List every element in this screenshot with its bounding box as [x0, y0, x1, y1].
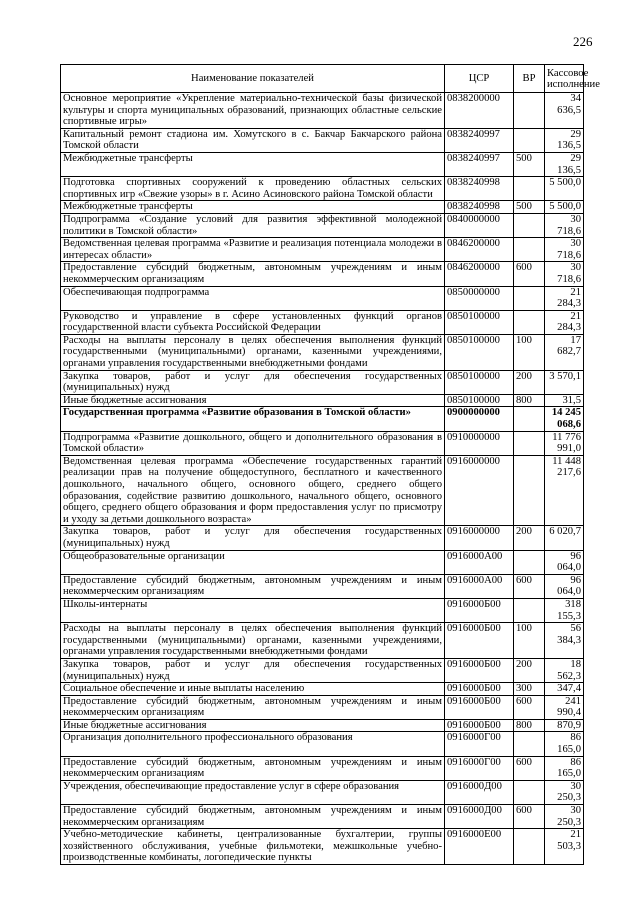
cell-vr — [514, 310, 545, 334]
cell-sum: 96 064,0 — [545, 550, 584, 574]
table-row — [61, 310, 584, 334]
cell-name: Предоставление субсидий бюджетным, автономным учреждениям и иным некоммерческим организациям — [61, 262, 445, 286]
cell-csr: 0900000000 — [445, 407, 514, 431]
cell-sum: 14 245 068,6 — [545, 407, 584, 431]
cell-csr: 0916000А00 — [445, 574, 514, 598]
table-row — [61, 732, 584, 756]
cell-vr — [514, 598, 545, 622]
cell-sum: 30 718,6 — [545, 262, 584, 286]
table-row — [61, 262, 584, 286]
cell-csr: 0916000Б00 — [445, 719, 514, 732]
cell-name: Организация дополнительного профессионального образования — [61, 732, 445, 756]
table-row — [61, 658, 584, 682]
cell-vr — [514, 238, 545, 262]
cell-vr: 200 — [514, 658, 545, 682]
table-row — [61, 370, 584, 394]
cell-csr: 0916000Б00 — [445, 598, 514, 622]
table-row — [61, 550, 584, 574]
cell-sum: 86 165,0 — [545, 732, 584, 756]
cell-csr: 0916000Е00 — [445, 829, 514, 865]
cell-name: Расходы на выплаты персоналу в целях обеспечения выполнения функций государственными (муниципальными) органами, казенными учреждениями, органами управления государственными внебюджетными фондами — [61, 623, 445, 659]
cell-sum: 86 165,0 — [545, 756, 584, 780]
cell-name: Подпрограмма «Создание условий для развития эффективной молодежной политики в Томской области» — [61, 213, 445, 237]
cell-name: Основное мероприятие «Укрепление материально-технической базы физической культуры и спорта муниципальных образований, признающих областные сельские спортивные игры» — [61, 93, 445, 129]
cell-name: Подпрограмма «Развитие дошкольного, общего и дополнительного образования в Томской области» — [61, 431, 445, 455]
table-row — [61, 683, 584, 696]
table-row — [61, 780, 584, 804]
cell-vr — [514, 829, 545, 865]
cell-sum: 30 718,6 — [545, 213, 584, 237]
cell-vr: 600 — [514, 695, 545, 719]
table-row — [61, 829, 584, 865]
cell-sum: 241 990,4 — [545, 695, 584, 719]
cell-sum: 34 636,5 — [545, 93, 584, 129]
table-row — [61, 719, 584, 732]
cell-name: Межбюджетные трансферты — [61, 152, 445, 176]
cell-name: Капитальный ремонт стадиона им. Хомутского в с. Бакчар Бакчарского района Томской области — [61, 128, 445, 152]
cell-name: Предоставление субсидий бюджетным, автономным учреждениям и иным некоммерческим организациям — [61, 574, 445, 598]
cell-vr — [514, 550, 545, 574]
cell-csr: 0916000Г00 — [445, 732, 514, 756]
cell-csr: 0916000Б00 — [445, 683, 514, 696]
cell-csr: 0916000Б00 — [445, 658, 514, 682]
table-row — [61, 407, 584, 431]
cell-name: Учреждения, обеспечивающие предоставление услуг в сфере образования — [61, 780, 445, 804]
cell-vr: 300 — [514, 683, 545, 696]
table-row — [61, 695, 584, 719]
cell-name: Ведомственная целевая программа «Развитие и реализация потенциала молодежи в интересах области» — [61, 238, 445, 262]
cell-csr: 0916000Б00 — [445, 623, 514, 659]
table-body — [61, 93, 584, 865]
cell-sum: 21 284,3 — [545, 310, 584, 334]
cell-vr: 200 — [514, 526, 545, 550]
cell-name: Руководство и управление в сфере установленных функций органов государственной власти субъекта Российской Федерации — [61, 310, 445, 334]
cell-sum: 18 562,3 — [545, 658, 584, 682]
cell-csr: 0916000000 — [445, 455, 514, 526]
cell-sum: 29 136,5 — [545, 152, 584, 176]
cell-vr: 600 — [514, 756, 545, 780]
cell-name: Обеспечивающая подпрограмма — [61, 286, 445, 310]
cell-csr: 0916000Д00 — [445, 780, 514, 804]
table-row — [61, 756, 584, 780]
cell-name: Предоставление субсидий бюджетным, автономным учреждениям и иным некоммерческим организациям — [61, 756, 445, 780]
cell-vr: 200 — [514, 370, 545, 394]
cell-name: Иные бюджетные ассигнования — [61, 394, 445, 407]
cell-csr: 0916000Г00 — [445, 756, 514, 780]
cell-csr: 0846200000 — [445, 262, 514, 286]
cell-sum: 30 250,3 — [545, 805, 584, 829]
cell-sum: 21 284,3 — [545, 286, 584, 310]
cell-vr — [514, 177, 545, 201]
cell-csr: 0838240997 — [445, 152, 514, 176]
cell-csr: 0916000А00 — [445, 550, 514, 574]
cell-sum: 96 064,0 — [545, 574, 584, 598]
table-row — [61, 455, 584, 526]
table-row — [61, 431, 584, 455]
cell-name: Предоставление субсидий бюджетным, автономным учреждениям и иным некоммерческим организациям — [61, 805, 445, 829]
cell-vr: 800 — [514, 394, 545, 407]
table-header-row — [61, 65, 584, 93]
cell-csr: 0850100000 — [445, 334, 514, 370]
table-row — [61, 334, 584, 370]
cell-csr: 0838200000 — [445, 93, 514, 129]
cell-vr: 600 — [514, 805, 545, 829]
cell-sum: 3 570,1 — [545, 370, 584, 394]
cell-sum: 56 384,3 — [545, 623, 584, 659]
table-row — [61, 623, 584, 659]
table-row — [61, 526, 584, 550]
cell-sum: 30 718,6 — [545, 238, 584, 262]
cell-vr — [514, 431, 545, 455]
table-row — [61, 152, 584, 176]
cell-csr: 0916000Б00 — [445, 695, 514, 719]
cell-sum: 870,9 — [545, 719, 584, 732]
cell-csr: 0850100000 — [445, 394, 514, 407]
table-row — [61, 128, 584, 152]
table-row — [61, 177, 584, 201]
cell-csr: 0840000000 — [445, 213, 514, 237]
cell-sum: 31,5 — [545, 394, 584, 407]
cell-vr: 800 — [514, 719, 545, 732]
cell-csr: 0838240998 — [445, 201, 514, 214]
cell-sum: 30 250,3 — [545, 780, 584, 804]
table-row — [61, 286, 584, 310]
cell-vr — [514, 213, 545, 237]
cell-sum: 6 020,7 — [545, 526, 584, 550]
cell-vr: 100 — [514, 623, 545, 659]
cell-csr: 0916000Д00 — [445, 805, 514, 829]
table-row — [61, 213, 584, 237]
cell-vr — [514, 732, 545, 756]
cell-sum: 17 682,7 — [545, 334, 584, 370]
cell-name: Подготовка спортивных сооружений к проведению областных сельских спортивных игр «Свежие узоры» в г. Асино Асиновского района Томской области — [61, 177, 445, 201]
cell-csr: 0850100000 — [445, 310, 514, 334]
cell-sum: 5 500,0 — [545, 177, 584, 201]
budget-execution-table — [60, 64, 600, 865]
table-row — [61, 805, 584, 829]
header-vr: ВР — [514, 65, 545, 93]
cell-name: Социальное обеспечение и иные выплаты населению — [61, 683, 445, 696]
cell-vr: 100 — [514, 334, 545, 370]
cell-csr: 0846200000 — [445, 238, 514, 262]
cell-csr: 0850000000 — [445, 286, 514, 310]
cell-csr: 0916000000 — [445, 526, 514, 550]
cell-name: Ведомственная целевая программа «Обеспечение государственных гарантий реализации прав на получение общедоступного, бесплатного и качественного дошкольного, начального общего, основного общего, среднего общего образования, содействие развитию дошкольного, начального общего, основного общего, среднего общего образования и форм предоставления услуг по присмотру и уходу за детьми дошкольного возраста» — [61, 455, 445, 526]
cell-vr: 600 — [514, 262, 545, 286]
cell-vr — [514, 128, 545, 152]
cell-csr: 0838240997 — [445, 128, 514, 152]
table-row — [61, 394, 584, 407]
cell-sum: 11 776 991,0 — [545, 431, 584, 455]
cell-sum: 29 136,5 — [545, 128, 584, 152]
cell-name: Школы-интернаты — [61, 598, 445, 622]
cell-name: Учебно-методические кабинеты, централизованные бухгалтерии, группы хозяйственного обслуживания, учебные фильмотеки, межшкольные учебно-производственные комбинаты, логопедические пункты — [61, 829, 445, 865]
cell-sum: 347,4 — [545, 683, 584, 696]
cell-sum: 5 500,0 — [545, 201, 584, 214]
cell-name: Закупка товаров, работ и услуг для обеспечения государственных (муниципальных) нужд — [61, 526, 445, 550]
cell-name: Иные бюджетные ассигнования — [61, 719, 445, 732]
cell-csr: 0838240998 — [445, 177, 514, 201]
table-row — [61, 598, 584, 622]
cell-name: Закупка товаров, работ и услуг для обеспечения государственных (муниципальных) нужд — [61, 658, 445, 682]
cell-sum: 318 155,3 — [545, 598, 584, 622]
page-number: 226 — [573, 34, 593, 49]
cell-vr — [514, 780, 545, 804]
table-row — [61, 238, 584, 262]
cell-vr: 600 — [514, 574, 545, 598]
header-sum: Кассовое исполнение — [545, 65, 584, 93]
cell-vr: 500 — [514, 201, 545, 214]
table-row — [61, 93, 584, 129]
cell-name: Государственная программа «Развитие образования в Томской области» — [61, 407, 445, 431]
cell-csr: 0910000000 — [445, 431, 514, 455]
cell-vr — [514, 286, 545, 310]
cell-name: Расходы на выплаты персоналу в целях обеспечения выполнения функций государственными (муниципальными) органами, казенными учреждениями, органами управления государственными внебюджетными фондами — [61, 334, 445, 370]
cell-sum: 11 448 217,6 — [545, 455, 584, 526]
cell-vr: 500 — [514, 152, 545, 176]
cell-csr: 0850100000 — [445, 370, 514, 394]
cell-vr — [514, 455, 545, 526]
header-name: Наименование показателей — [61, 65, 445, 93]
cell-name: Предоставление субсидий бюджетным, автономным учреждениям и иным некоммерческим организациям — [61, 695, 445, 719]
table-row — [61, 574, 584, 598]
cell-vr — [514, 93, 545, 129]
cell-name: Закупка товаров, работ и услуг для обеспечения государственных (муниципальных) нужд — [61, 370, 445, 394]
cell-vr — [514, 407, 545, 431]
table-row — [61, 201, 584, 214]
header-csr: ЦСР — [445, 65, 514, 93]
cell-name: Общеобразовательные организации — [61, 550, 445, 574]
cell-sum: 21 503,3 — [545, 829, 584, 865]
cell-name: Межбюджетные трансферты — [61, 201, 445, 214]
